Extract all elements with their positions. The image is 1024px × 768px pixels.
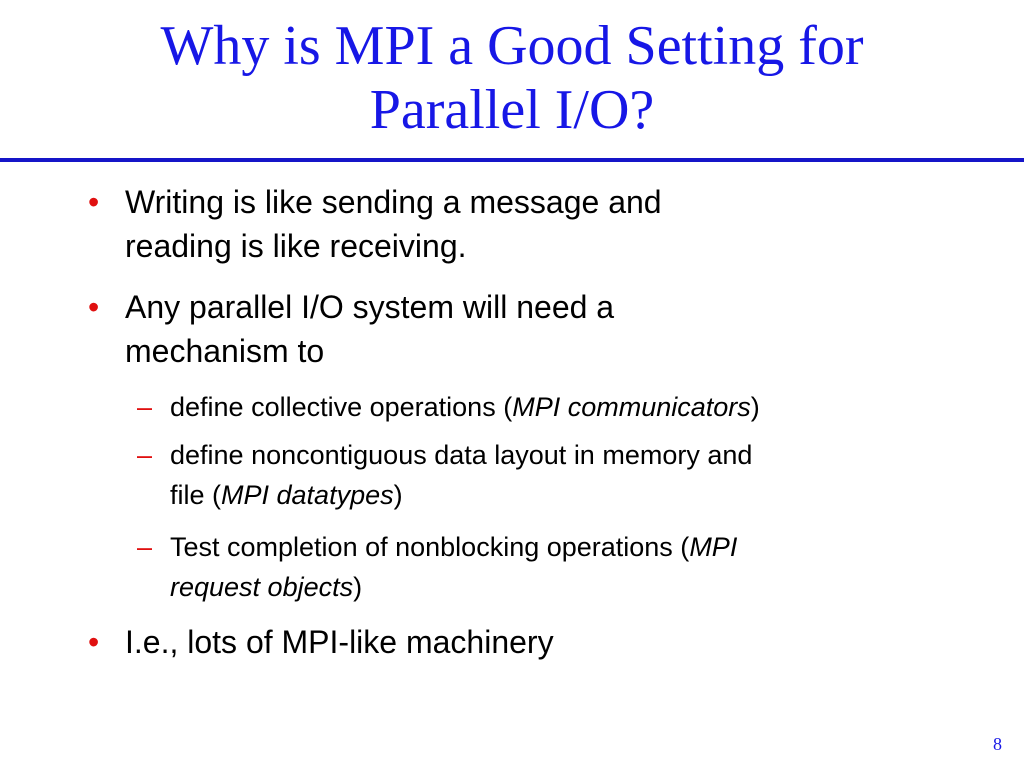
- bullet-text-continued: reading is like receiving.: [125, 228, 467, 264]
- sub-bullet-text-italic: MPI: [689, 532, 738, 562]
- bullet-item: [88, 180, 988, 270]
- sub-bullet-item: [137, 434, 997, 518]
- sub-bullet-text-continued: [170, 474, 403, 516]
- sub-bullet-text-plain: ): [750, 392, 760, 422]
- sub-bullet-text: [170, 526, 737, 568]
- sub-bullet-text-italic: MPI communicators: [512, 392, 751, 422]
- bullet-text: Writing is like sending a message and: [125, 184, 662, 220]
- sub-bullet-text-italic: request objects: [170, 572, 354, 602]
- sub-bullet-text-plain: Test completion of nonblocking operations (: [170, 532, 690, 562]
- bullet-text: I.e., lots of MPI-like machinery: [125, 624, 554, 660]
- bullet-marker: •: [88, 624, 100, 660]
- sub-bullet-marker: –: [137, 532, 153, 562]
- sub-bullet-item: [137, 526, 997, 610]
- sub-bullet-marker: –: [137, 392, 153, 422]
- bullet-text-continued: mechanism to: [125, 333, 325, 369]
- sub-bullet-text-plain: ): [393, 480, 403, 510]
- sub-bullet-text-continued: [170, 566, 362, 608]
- bullet-text: Any parallel I/O system will need a: [125, 289, 615, 325]
- sub-bullet-text-plain: file (: [170, 480, 222, 510]
- slide-title-line-1: Why is MPI a Good Setting for: [160, 15, 864, 77]
- sub-bullet-text: [170, 386, 760, 428]
- page-number: 8: [993, 734, 1002, 754]
- bullet-item: [88, 285, 988, 375]
- sub-bullet-text-plain: define collective operations (: [170, 392, 513, 422]
- bullet-item: [88, 620, 988, 666]
- sub-bullet-text-plain: ): [353, 572, 363, 602]
- sub-bullet-text: define noncontiguous data layout in memory and: [170, 440, 753, 470]
- sub-bullet-item: [137, 386, 997, 428]
- sub-bullet-marker: –: [137, 440, 153, 470]
- bullet-marker: •: [88, 184, 100, 220]
- sub-bullet-text-italic: MPI datatypes: [221, 480, 394, 510]
- slide-title-line-2: Parallel I/O?: [369, 79, 655, 141]
- bullet-marker: •: [88, 289, 100, 325]
